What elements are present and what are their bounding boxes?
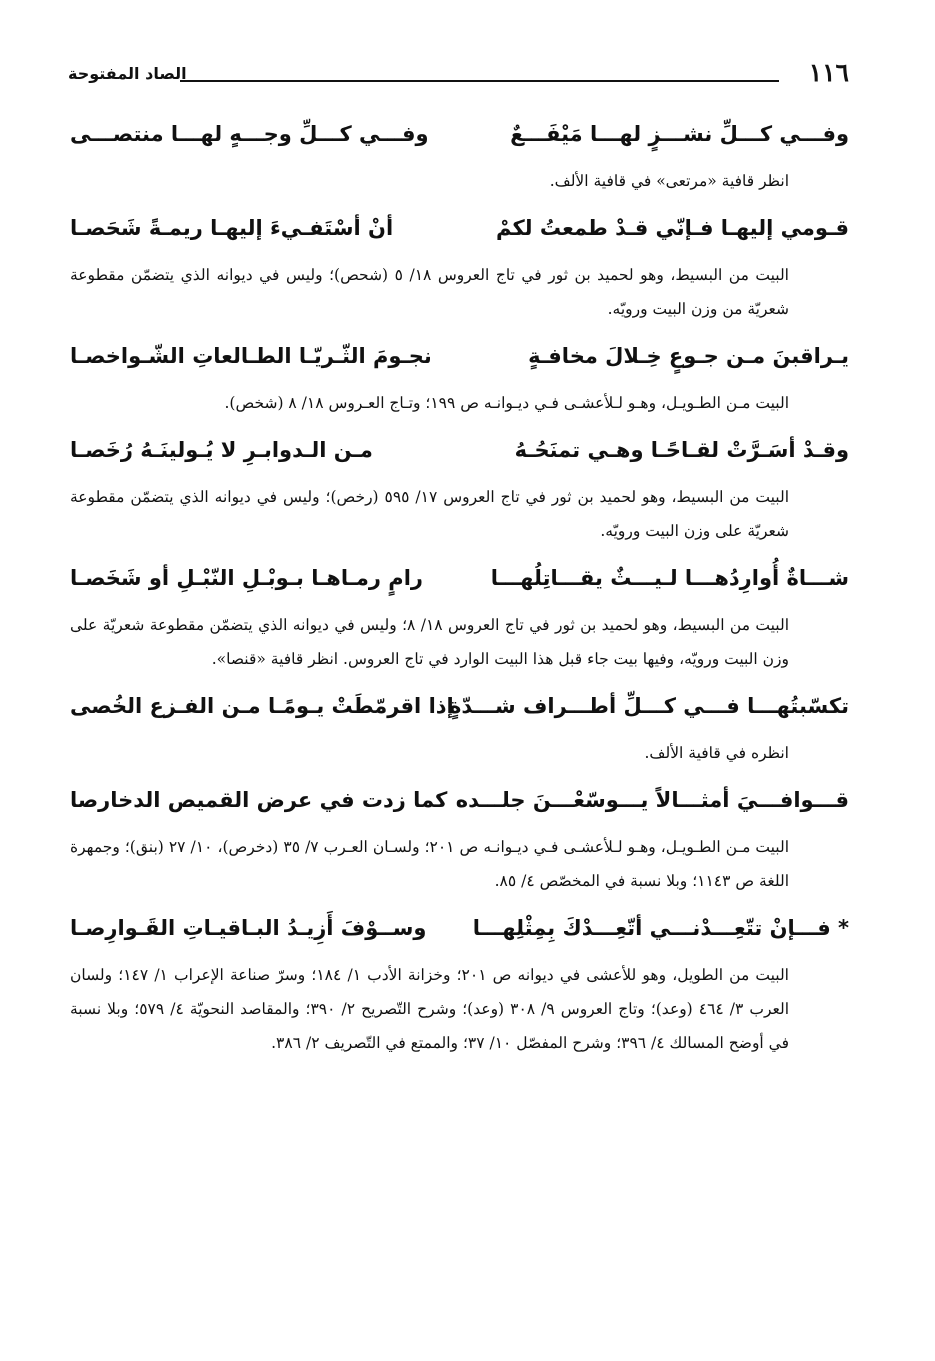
- verse-note: البيت مـن الطـويـل، وهـو لـلأعشـى فـي ديـوانـه ص ٢٠١؛ ولسـان العـرب ٧/ ٣٥ (دخرص)، ١٠/ ٢٧ (بنق)؛ وجمهرة اللغة ص ١١٤٣؛ وبلا نسبة في المخصّص ٤/ ٨٥.: [70, 838, 790, 890]
- verse: [70, 334, 849, 386]
- page-header: [68, 58, 849, 92]
- first-hemistich: وفـــي كـــلِّ نشـــزٍ لهـــا مَيْفَـــعٌ: [510, 122, 849, 146]
- verse: [70, 428, 849, 480]
- second-hemistich: نجـومَ الثّـريّـا الطـالعاتِ الشّـواخصـا: [70, 344, 432, 368]
- second-hemistich: رامٍ رمـاهـا بـوبْـلِ النّبْـلِ أو شَخَصـا: [70, 566, 423, 590]
- verse-note: انظره في قافية الألف.: [644, 744, 789, 762]
- verse: [70, 906, 849, 958]
- verse: [70, 684, 849, 736]
- verse-note: البيت من البسيط، وهو لحميد بن ثور في تاج العروس ١٨/ ٥ (شحص)؛ وليس في ديوانه الذي يتضمّن مقطوعة شعريّة من وزن البيت ورويّه.: [70, 266, 789, 318]
- verse: [70, 206, 849, 258]
- first-hemistich: شـــاةٌ أُوارِدُهـــا لـيـــثٌ يقـــاتِلُهـــا: [490, 566, 849, 590]
- verse: [70, 778, 849, 830]
- verse-note: البيت من البسيط، وهو لحميد بن ثور في تاج العروس ١٨/ ٨؛ وليس في ديوانه الذي يتضمّن مقطوعة شعريّة على وزن البيت ورويّه، وفيها بيت جاء قبل هذا البيت الوارد في تاج العروس. انظر قافية «قنصا».: [70, 616, 789, 668]
- entry-2: [70, 206, 849, 326]
- first-hemistich: تكسّبتُهـــا فـــي كـــلِّ أطـــراف شـــدّةٍ: [448, 694, 849, 718]
- verse-note: البيت مـن الطـويـل، وهـو لـلأعشـى فـي ديـوانـه ص ١٩٩؛ وتـاج العـروس ١٨/ ٨ (شخص).: [224, 394, 789, 412]
- entry-4: [70, 428, 849, 548]
- second-hemistich: وســوْفَ أَزِيـدُ البـاقيـاتِ القَـوارِصـا: [70, 916, 427, 940]
- first-hemistich: قـــوافـــيَ أمثـــالاً يـــوسّعْـــنَ جلـــده: [455, 788, 849, 812]
- entry-8: [70, 906, 849, 1060]
- second-hemistich: أنْ أسْتَفـيءَ إليهـا ريمـةً شَحَصـا: [70, 216, 394, 240]
- entry-1: [70, 112, 849, 198]
- header-rule: [180, 80, 779, 82]
- verse-note: البيت من البسيط، وهو لحميد بن ثور في تاج العروس ١٧/ ٥٩٥ (رخص)؛ وليس في ديوانه الذي يتضمّن مقطوعة شعريّة على وزن البيت ورويّه.: [70, 488, 790, 540]
- page-content: [70, 112, 849, 1068]
- verse: [70, 112, 849, 164]
- second-hemistich: وفـــي كـــلِّ وجـــهٍ لهـــا منتصـــى: [70, 122, 429, 146]
- verse-note: البيت من الطويل، وهو للأعشى في ديوانه ص ٢٠١؛ وخزانة الأدب ١/ ١٨٤؛ وسرّ صناعة الإعراب ١/ ١٤٧؛ ولسان العرب ٣/ ٤٦٤ (وعد)؛ وتاج العروس ٩/ ٣٠٨ (وعد)؛ وشرح التّصريح ٢/ ٣٩٠؛ والمقاصد النحويّة ٤/ ٥٧٩؛ وبلا نسبة في أوضح المسالك ٤/ ٣٩٦؛ وشرح المفصّل ١٠/ ٣٧؛ والممتع في التّصريف ٢/ ٣٨٦.: [70, 966, 790, 1052]
- first-hemistich: * فـــإنْ تتّعِـــدْنـــي أتّعِـــدْكَ بِمِثْلِهـــا: [472, 916, 849, 940]
- verse: [70, 556, 849, 608]
- second-hemistich: مـن الـدوابـرِ لا يُـولينَـهُ رُخَصـا: [70, 438, 373, 462]
- first-hemistich: وقـدْ أسَـرَّتْ لقـاحًـا وهـي تمنَحُـهُ: [514, 438, 849, 462]
- second-hemistich: كما زدت في عرض القميص الدخارصا: [70, 788, 448, 812]
- page-number: ١١٦: [808, 58, 849, 87]
- entry-5: [70, 556, 849, 676]
- entry-7: [70, 778, 849, 898]
- running-title: الصاد المفتوحة: [68, 64, 187, 83]
- entry-3: [70, 334, 849, 420]
- first-hemistich: قـومي إليهـا فـإنّي قـدْ طمعتُ لكمْ: [496, 216, 849, 240]
- entry-6: [70, 684, 849, 770]
- second-hemistich: إذا اقرمّطَتْ يـومًـا مـن الفـزع الخُصى: [70, 694, 454, 718]
- verse-note: انظر قافية «مرتعى» في قافية الألف.: [549, 172, 789, 190]
- first-hemistich: يـراقبنَ مـن جـوعٍ خِـلالَ مخافـةٍ: [528, 344, 849, 368]
